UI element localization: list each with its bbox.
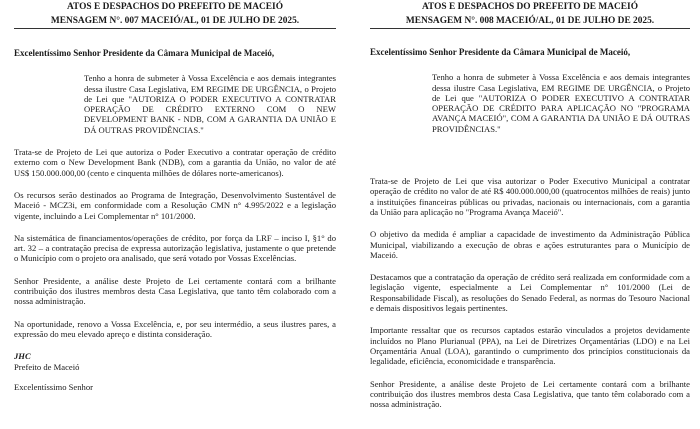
paragraph-1: Trata-se de Projeto de Lei que visa autorizar o Poder Executivo Municipal a contratar operação de crédito no valor de até R$ 400.000.000,00 (quatrocentos milhões de reais) junto a instituições financeiras públicas ou privadas, nacionais ou internacionais, com a garantia da União para aplicação no "Programa Avança Maceió". — [370, 176, 690, 217]
paragraph-2: Os recursos serão destinados ao Programa de Integração, Desenvolvimento Sustentável de Maceió - MCZ3i, em conformidade com a Resolução CMN n° 4.995/2022 e a legislação vigente, incluindo a Lei Complementar n° 101/2000. — [14, 189, 336, 221]
message-007-column — [14, 0, 336, 429]
signature: JHC — [14, 351, 31, 362]
intro-paragraph: Tenho a honra de submeter à Vossa Excelência e aos demais integrantes dessa ilustre Casa Legislativa, EM REGIME DE URGÊNCIA, o Projeto de Lei que "AUTORIZA O PODER EXECUTIVO A CONTRATAR OPERAÇÃO DE CRÉDITO PARA APLICAÇÃO NO "PROGRAMA AVANÇA MACEIÓ", COM A GARANTIA DA UNIÃO E DÁ OUTRAS PROVIDÊNCIAS." — [432, 72, 690, 134]
paragraph-3: Na sistemática de financiamentos/operações de crédito, por força da LRF – inciso I, §1° do art. 32 – a contratação precisa de expressa autorização legislativa, justamente o que pretende o Município com o projeto ora analisado, que será votado por Vossas Excelências. — [14, 232, 336, 264]
paragraph-3: Destacamos que a contratação da operação de crédito será realizada em conformidade com a legislação vigente, especialmente a Lei Complementar n° 101/2000 (Lei de Responsabilidade Fiscal), as resoluções do Senado Federal, as normas do Tesouro Nacional e demais dispositivos legais pertinentes. — [370, 272, 690, 314]
column-divider — [352, 0, 353, 429]
intro-paragraph: Tenho a honra de submeter à Vossa Excelência e aos demais integrantes dessa ilustre Casa Legislativa, EM REGIME DE URGÊNCIA, o Projeto de Lei que "AUTORIZA O PODER EXECUTIVO A CONTRATAR OPERAÇÃO DE CRÉDITO EXTERNO COM O NEW DEVELOPMENT BANK - NDB, COM A GARANTIA DA UNIÃO E DÁ OUTRAS PROVIDÊNCIAS." — [84, 73, 336, 135]
header-title: ATOS E DESPACHOS DO PREFEITO DE MACEIÓ — [66, 2, 283, 12]
header-title: ATOS E DESPACHOS DO PREFEITO DE MACEIÓ — [421, 2, 638, 12]
paragraph-1: Trata-se de Projeto de Lei que autoriza o Poder Executivo a contratar operação de crédito externo com o New Development Bank (NDB), com a garantia da União, no valor de até US$ 150.000.000,00 (cento e cinquenta milhões de dólares norte-americanos). — [14, 147, 336, 178]
header-message-number: MENSAGEM N°. 007 MACEIÓ/AL, 01 DE JULHO DE 2025. — [14, 16, 336, 30]
paragraph-5: Senhor Presidente, a análise deste Projeto de Lei certamente contará com a brilhante contribuição dos ilustres membros desta Casa Legislativa, que tanto têm colaborado com a nossa administração. — [370, 378, 690, 410]
paragraph-4: Importante ressaltar que os recursos captados estarão vinculados a projetos devidamente incluídos no Plano Plurianual (PPA), na Lei de Diretrizes Orçamentárias (LDO) e na Lei Orçamentária Anual (LOA), garantindo o cumprimento dos princípios constitucionais da legalidade, eficiência, economicidade e transparência. — [370, 325, 690, 367]
paragraph-2: O objetivo da medida é ampliar a capacidade de investimento da Administração Pública Municipal, viabilizando a execução de obras e ações estruturantes para o Município de Maceió. — [370, 229, 690, 260]
paragraph-4: Senhor Presidente, a análise deste Projeto de Lei certamente contará com a brilhante contribuição dos ilustres membros desta Casa Legislativa, que tanto têm colaborado com a nossa administração. — [14, 275, 336, 307]
message-008-column — [370, 0, 690, 429]
header-message-number: MENSAGEM N°. 008 MACEIÓ/AL, 01 DE JULHO DE 2025. — [370, 16, 690, 30]
closing-salutation: Excelentíssimo Senhor — [14, 381, 94, 392]
salutation: Excelentíssimo Senhor Presidente da Câmara Municipal de Maceió, — [14, 48, 275, 58]
paragraph-5: Na oportunidade, renovo a Vossa Excelência, e, por seu intermédio, a seus ilustres pares, a expressão do meu elevado apreço e distinta consideração. — [14, 318, 336, 339]
salutation: Excelentíssimo Senhor Presidente da Câmara Municipal de Maceió, — [370, 47, 631, 57]
signer-title: Prefeito de Maceió — [14, 361, 80, 372]
